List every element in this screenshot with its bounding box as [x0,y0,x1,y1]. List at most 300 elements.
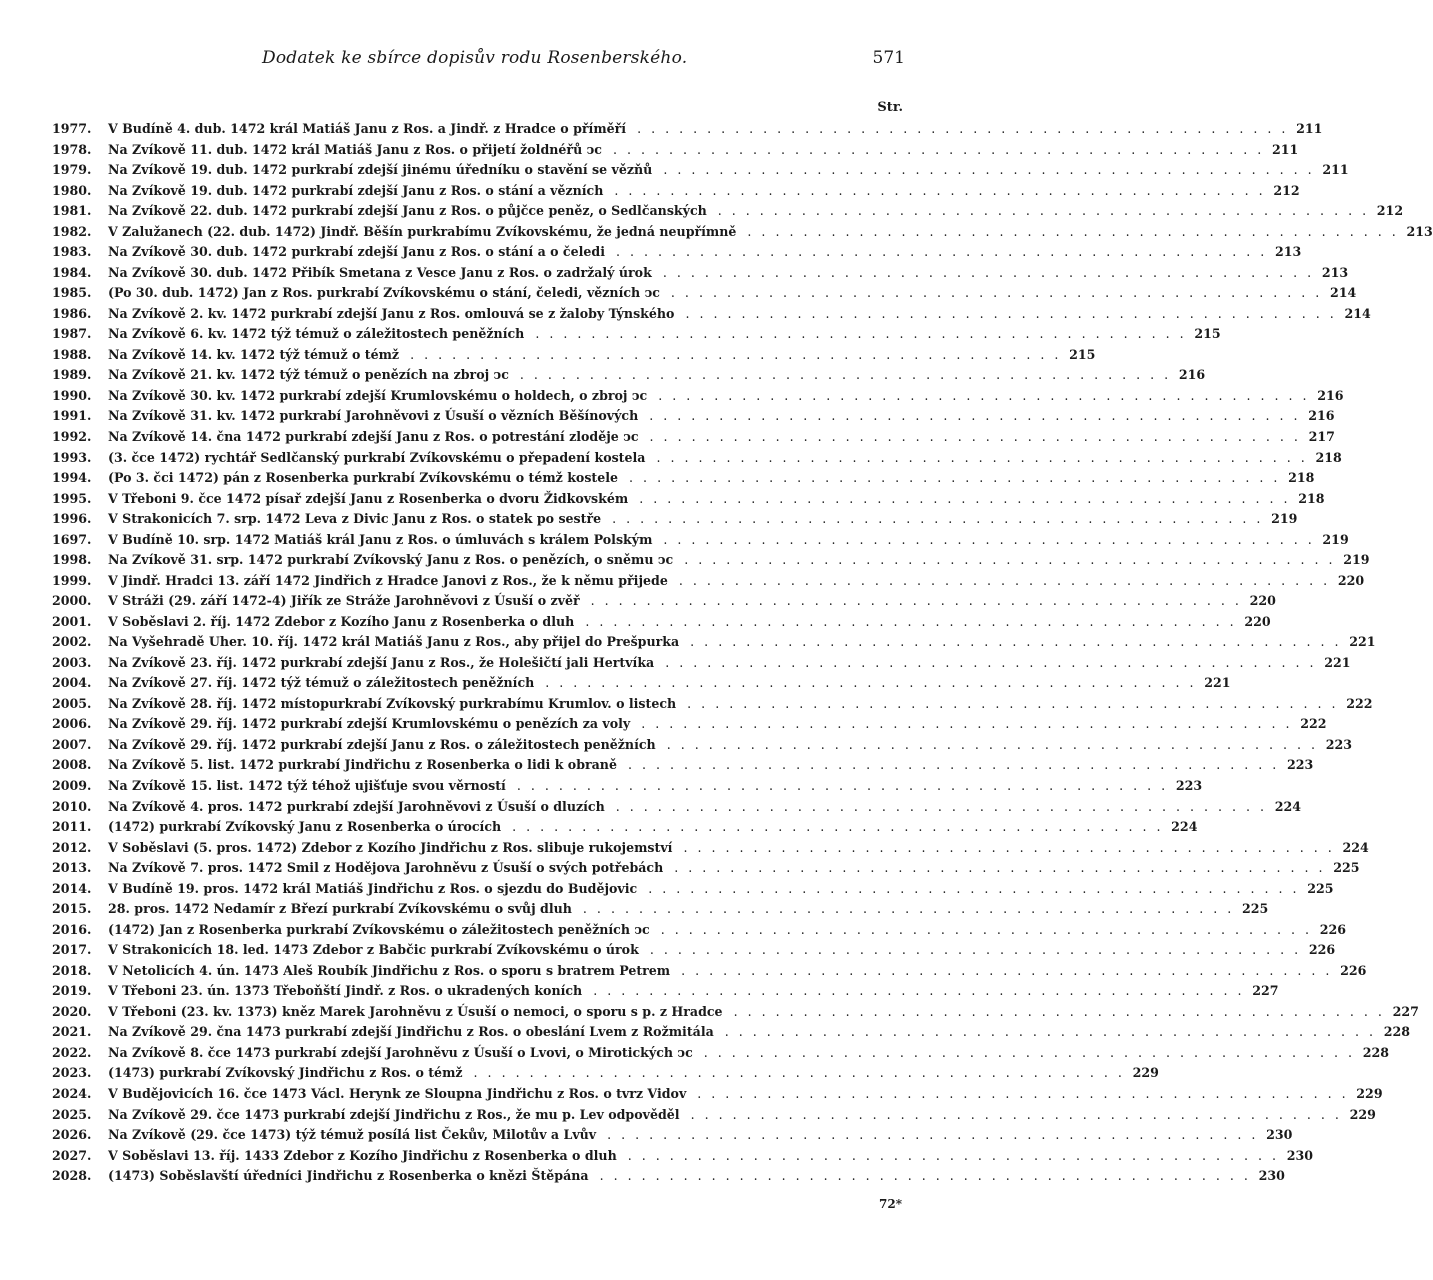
entry-text: (3. čce 1472) rychtář Sedlčanský purkrabí Zvíkovskému o přepadení kostela [108,450,649,465]
entry-description [108,879,1300,900]
list-item [52,1043,1390,1064]
entry-text: (Po 3. čci 1472) pán z Rosenberka purkrabí Zvíkovskému o témž kostele [108,470,622,485]
entry-page: 216 [1308,408,1335,424]
entry-text: (1472) purkrabí Zvíkovský Janu z Rosenberka o úrocích [108,819,505,834]
leader-dots: . . . . . . . . . . . . . . . . . . . . . . . . . . . . . . . . . . . . . . . . . . . . . . . [696,1044,1356,1060]
entry-number: 1983. [52,244,92,260]
entry-text: Na Zvíkově 30. kv. 1472 purkrabí zdejší Krumlovskému o holdech, o zbroj ↄc [108,388,651,403]
entry-number: 1999. [52,572,92,588]
list-item [52,160,1349,181]
entry-number: 1991. [52,408,92,424]
entry-number: 2021. [52,1024,92,1040]
leader-dots: . . . . . . . . . . . . . . . . . . . . . . . . . . . . . . . . . . . . . . . . . . . . . . . [683,1106,1342,1122]
leader-dots: . . . . . . . . . . . . . . . . . . . . . . . . . . . . . . . . . . . . . . . . . . . . . . . [607,182,1266,198]
leader-dots: . . . . . . . . . . . . . . . . . . . . . . . . . . . . . . . . . . . . . . . . . . . . . . . [642,428,1301,444]
entry-page: 218 [1288,470,1315,486]
entry-text: V Strakonicích 18. led. 1473 Zdebor z Babčic purkrabí Zvíkovskému o úrok [108,942,643,957]
entry-text: Na Zvíkově 29. čce 1473 purkrabí zdejší Jindřichu z Ros., že mu p. Lev odpověděl [108,1107,684,1122]
entry-page: 228 [1383,1024,1411,1040]
list-item [52,242,1302,263]
entry-number: 1697. [52,531,92,547]
entry-number: 2010. [52,798,92,814]
entry-text: Na Zvíkově (29. čce 1473) týž témuž posílá list Čekův, Milotův a Lvův [108,1127,600,1142]
entry-description [108,427,1301,448]
entry-page: 222 [1300,716,1327,732]
column-heading-page: Str. [877,100,903,115]
entry-text: Na Zvíkově 22. dub. 1472 purkrabí zdejší Janu z Ros. o půjčce peněz, o Sedlčanských [108,203,711,218]
leader-dots: . . . . . . . . . . . . . . . . . . . . . . . . . . . . . . . . . . . . . . . . . . . . . . . [674,962,1333,978]
running-title: Dodatek ke sbírce dopisův rodu Rosenberského. [262,48,688,68]
list-item [52,1084,1383,1105]
list-item [52,427,1335,448]
entry-page: 219 [1322,531,1349,547]
entry-text: V Zalužanech (22. dub. 1472) Jindř. Běšín purkrabímu Zvíkovskému, že jedná neupřímně [108,224,740,239]
entry-description [108,345,1061,366]
leader-dots: . . . . . . . . . . . . . . . . . . . . . . . . . . . . . . . . . . . . . . . . . . . . . . . [655,264,1315,280]
signature-mark: 72* [879,1197,902,1211]
entry-description [108,1084,1349,1105]
list-item [52,263,1349,284]
entry-number: 2027. [52,1147,92,1163]
leader-dots: . . . . . . . . . . . . . . . . . . . . . . . . . . . . . . . . . . . . . . . . . . . . . . . [667,860,1326,876]
list-item [52,530,1349,551]
list-item [52,345,1096,366]
entry-description [108,283,1322,304]
list-item [52,735,1353,756]
list-item [52,776,1203,797]
list-item [52,509,1298,530]
entry-text: Na Zvíkově 5. list. 1472 purkrabí Jindřichu z Rosenberka o lidi k obraně [108,757,621,772]
list-item [52,981,1279,1002]
list-item [52,940,1336,961]
list-item [52,673,1231,694]
entry-number: 2015. [52,901,92,917]
list-item [52,653,1351,674]
entry-number: 2018. [52,962,92,978]
entry-text: V Stráži (29. září 1472-4) Jiřík ze Stráže Jarohněvovi z Úsuší o zvěř [108,593,584,608]
entry-text: V Soběslavi 13. říj. 1433 Zdebor z Kozího Jindřichu z Rosenberka o dluh [108,1148,621,1163]
entry-page: 215 [1069,346,1096,362]
entry-number: 2011. [52,819,92,835]
list-item [52,899,1269,920]
list-item [52,714,1327,735]
leader-dots: . . . . . . . . . . . . . . . . . . . . . . . . . . . . . . . . . . . . . . . . . . . . . . . [605,141,1265,157]
leader-dots: . . . . . . . . . . . . . . . . . . . . . . . . . . . . . . . . . . . . . . . . . . . . . . . [403,346,1062,362]
leader-dots: . . . . . . . . . . . . . . . . . . . . . . . . . . . . . . . . . . . . . . . . . . . . . . . [726,1003,1385,1019]
entry-number: 1978. [52,141,92,157]
entry-page: 224 [1342,839,1369,855]
entry-description [108,858,1326,879]
entry-description [108,653,1317,674]
leader-dots: . . . . . . . . . . . . . . . . . . . . . . . . . . . . . . . . . . . . . . . . . . . . . . . [649,449,1308,465]
entry-page: 223 [1325,736,1353,752]
entry-number: 1981. [52,203,92,219]
leader-dots: . . . . . . . . . . . . . . . . . . . . . . . . . . . . . . . . . . . . . . . . . . . . . . . [710,203,1370,219]
entry-number: 2022. [52,1044,92,1060]
entry-description [108,119,1288,140]
entry-number: 2013. [52,860,92,876]
list-item [52,386,1344,407]
list-item [52,797,1302,818]
list-item [52,858,1360,879]
entry-description [108,1043,1355,1064]
entry-page: 227 [1252,983,1279,999]
entry-text: Na Zvíkově 19. dub. 1472 purkrabí zdejší Janu z Ros. o stání a vězních [108,183,607,198]
leader-dots: . . . . . . . . . . . . . . . . . . . . . . . . . . . . . . . . . . . . . . . . . . . . . . . [740,223,1399,239]
list-item [52,632,1376,653]
entry-page: 216 [1178,367,1206,383]
leader-dots: . . . . . . . . . . . . . . . . . . . . . . . . . . . . . . . . . . . . . . . . . . . . . . . [620,757,1280,773]
entry-description [108,673,1197,694]
leader-dots: . . . . . . . . . . . . . . . . . . . . . . . . . . . . . . . . . . . . . . . . . . . . . . . [505,819,1164,835]
entry-description [108,468,1280,489]
entry-page: 225 [1307,880,1334,896]
entry-page: 230 [1286,1147,1314,1163]
entry-description [108,160,1315,181]
list-item [52,612,1271,633]
entry-text: Na Zvíkově 30. dub. 1472 Přibík Smetana z Vesce Janu z Ros. o zadržalý úrok [108,265,656,280]
entry-description [108,509,1263,530]
leader-dots: . . . . . . . . . . . . . . . . . . . . . . . . . . . . . . . . . . . . . . . . . . . . . . . [608,798,1268,814]
entry-text: V Soběslavi (5. pros. 1472) Zdebor z Kozího Jindřichu z Ros. slibuje rukojemství [108,840,676,855]
list-item [52,1146,1314,1167]
entry-description [108,632,1341,653]
list-item [52,1022,1411,1043]
entry-page: 212 [1376,203,1404,219]
leader-dots: . . . . . . . . . . . . . . . . . . . . . . . . . . . . . . . . . . . . . . . . . . . . . . . [663,285,1323,301]
entry-number: 1986. [52,305,92,321]
entry-page: 229 [1349,1106,1376,1122]
entry-number: 1990. [52,387,92,403]
entry-page: 220 [1244,613,1271,629]
entry-page: 228 [1362,1044,1390,1060]
entry-page: 226 [1340,962,1367,978]
list-item [52,181,1300,202]
entry-number: 1982. [52,223,92,239]
list-item [52,304,1371,325]
entry-number: 2006. [52,716,92,732]
entry-description [108,1166,1251,1187]
entry-page: 211 [1271,141,1299,157]
entry-text: V Budíně 4. dub. 1472 král Matiáš Janu z Ros. a Jindř. z Hradce o příměří [108,121,630,136]
entry-description [108,1125,1258,1146]
entry-number: 2016. [52,921,92,937]
list-item [52,489,1325,510]
entry-description [108,1022,1376,1043]
list-item [52,406,1335,427]
entry-page: 213 [1406,223,1433,239]
entry-number: 1989. [52,367,92,383]
leader-dots: . . . . . . . . . . . . . . . . . . . . . . . . . . . . . . . . . . . . . . . . . . . . . . . [641,880,1300,896]
leader-dots: . . . . . . . . . . . . . . . . . . . . . . . . . . . . . . . . . . . . . . . . . . . . . . . [642,408,1301,424]
entry-description [108,1063,1125,1084]
entry-number: 2028. [52,1168,92,1184]
entry-number: 2009. [52,778,92,793]
entry-text: Na Zvíkově 7. pros. 1472 Smil z Hodějova Jarohněvu z Úsuší o svých potřebách [108,860,667,875]
entry-page: 221 [1204,675,1231,691]
entry-number: 2003. [52,654,92,670]
leader-dots: . . . . . . . . . . . . . . . . . . . . . . . . . . . . . . . . . . . . . . . . . . . . . . . [528,326,1187,342]
entry-description [108,1146,1279,1167]
entry-description [108,140,1264,161]
entry-number: 1992. [52,428,92,444]
entry-number: 1980. [52,182,92,198]
list-item [52,468,1315,489]
list-item [52,1105,1376,1126]
entry-description [108,714,1293,735]
entry-number: 2002. [52,634,92,650]
list-item [52,755,1314,776]
entry-page: 218 [1298,490,1325,506]
entry-page: 230 [1258,1168,1285,1184]
entry-description [108,981,1245,1002]
entry-number: 2001. [52,613,92,629]
entry-description [108,694,1338,715]
entry-text: Na Zvíkově 6. kv. 1472 týž témuž o záležitostech peněžních [108,326,528,341]
entry-number: 2004. [52,675,92,691]
entry-page: 213 [1321,264,1349,280]
leader-dots: . . . . . . . . . . . . . . . . . . . . . . . . . . . . . . . . . . . . . . . . . . . . . . . [538,675,1197,691]
entry-number: 1987. [52,326,92,342]
leader-dots: . . . . . . . . . . . . . . . . . . . . . . . . . . . . . . . . . . . . . . . . . . . . . . . [620,1147,1280,1163]
entry-page: 216 [1317,387,1344,403]
entry-description [108,961,1332,982]
list-item [52,1002,1419,1023]
list-item [52,571,1365,592]
list-item [52,591,1276,612]
entry-number: 1977. [52,121,92,136]
entry-number: 2014. [52,880,92,896]
leader-dots: . . . . . . . . . . . . . . . . . . . . . . . . . . . . . . . . . . . . . . . . . . . . . . . [659,736,1319,752]
entry-page: 221 [1324,654,1351,670]
leader-dots: . . . . . . . . . . . . . . . . . . . . . . . . . . . . . . . . . . . . . . . . . . . . . . . [634,716,1293,732]
entry-text: Na Zvíkově 29. říj. 1472 purkrabí zdejší Krumlovskému o penězích za voly [108,716,634,731]
leader-dots: . . . . . . . . . . . . . . . . . . . . . . . . . . . . . . . . . . . . . . . . . . . . . . . [671,572,1331,588]
page-number: 571 [872,48,905,68]
leader-dots: . . . . . . . . . . . . . . . . . . . . . . . . . . . . . . . . . . . . . . . . . . . . . . . [642,942,1302,958]
list-item [52,201,1404,222]
entry-description [108,612,1237,633]
entry-description [108,571,1330,592]
entry-page: 227 [1392,1003,1419,1019]
entry-page: 213 [1275,244,1302,260]
entry-number: 1998. [52,552,92,568]
entry-text: V Netolicích 4. ún. 1473 Aleš Roubík Jindřichu z Ros. o sporu s bratrem Petrem [108,963,674,978]
leader-dots: . . . . . . . . . . . . . . . . . . . . . . . . . . . . . . . . . . . . . . . . . . . . . . . [632,490,1291,506]
entry-text: V Třeboni 23. ún. 1373 Třeboňští Jindř. z Ros. o ukradených koních [108,983,586,998]
entry-text: Na Zvíkově 15. list. 1472 týž téhož ujišťuje svou věrností [108,778,510,793]
list-item [52,838,1369,859]
entry-description [108,242,1267,263]
entry-description [108,797,1267,818]
entry-text: Na Vyšehradě Uher. 10. říj. 1472 král Matiáš Janu z Ros., aby přijel do Prešpurka [108,634,683,649]
entry-description [108,222,1399,243]
entry-text: Na Zvíkově 30. dub. 1472 purkrabí zdejší Janu z Ros. o stání a o čeledi [108,244,609,259]
entry-description [108,550,1336,571]
entry-page: 220 [1249,593,1276,609]
leader-dots: . . . . . . . . . . . . . . . . . . . . . . . . . . . . . . . . . . . . . . . . . . . . . . . [651,387,1310,403]
entry-text: Na Zvíkově 8. čce 1473 purkrabí zdejší Jarohněvu z Úsuší o Lvovi, o Mirotických ↄc [108,1045,697,1060]
entry-description [108,899,1234,920]
entry-number: 1993. [52,449,92,465]
entry-description [108,530,1315,551]
entry-page: 223 [1175,778,1203,793]
entry-text: V Budějovicích 16. čce 1473 Václ. Herynk ze Sloupna Jindřichu z Ros. o tvrz Vidov [108,1086,690,1101]
entry-page: 214 [1329,285,1357,301]
entry-page: 225 [1241,901,1269,917]
entry-number: 2005. [52,695,92,711]
list-item [52,550,1370,571]
entry-page: 211 [1296,121,1323,136]
entry-page: 223 [1287,757,1314,773]
list-item [52,879,1334,900]
entry-page: 215 [1194,326,1221,342]
entry-page: 218 [1315,449,1342,465]
leader-dots: . . . . . . . . . . . . . . . . . . . . . . . . . . . . . . . . . . . . . . . . . . . . . . . [575,901,1235,917]
entry-number: 2007. [52,736,92,752]
entry-description [108,776,1168,797]
entry-number: 2024. [52,1085,92,1101]
entry-description [108,406,1301,427]
entry-text: Na Zvíkově 28. říj. 1472 místopurkrabí Zvíkovský purkrabímu Krumlov. o listech [108,696,680,711]
entry-text: Na Zvíkově 29. říj. 1472 purkrabí zdejší Janu z Ros. o záležitostech peněžních [108,737,660,752]
leader-dots: . . . . . . . . . . . . . . . . . . . . . . . . . . . . . . . . . . . . . . . . . . . . . . . [677,552,1336,568]
entry-number: 2025. [52,1106,92,1122]
entry-number: 1979. [52,162,92,178]
entry-text: V Budíně 10. srp. 1472 Matiáš král Janu z Ros. o úmluvách s králem Polským [108,532,656,547]
entry-text: V Třeboni 9. čce 1472 písař zdejší Janu z Rosenberka o dvoru Židkovském [108,491,632,506]
leader-dots: . . . . . . . . . . . . . . . . . . . . . . . . . . . . . . . . . . . . . . . . . . . . . . . [683,634,1342,650]
entry-text: Na Zvíkově 4. pros. 1472 purkrabí zdejší Jarohněvovi z Úsuší o dluzích [108,799,609,814]
leader-dots: . . . . . . . . . . . . . . . . . . . . . . . . . . . . . . . . . . . . . . . . . . . . . . . [609,244,1268,260]
entry-description [108,1105,1342,1126]
entry-text: V Soběslavi 2. říj. 1472 Zdebor z Kozího Janu z Rosenberka o dluh [108,614,578,629]
list-item [52,222,1433,243]
entry-text: Na Zvíkově 19. dub. 1472 purkrabí zdejší jinému úředníku o stavění se vězňů [108,162,656,177]
list-item [52,283,1357,304]
entry-number: 2026. [52,1127,92,1143]
entry-text: Na Zvíkově 29. čna 1473 purkrabí zdejší Jindřichu z Ros. o obeslání Lvem z Rožmitála [108,1024,718,1039]
entry-page: 229 [1132,1065,1159,1081]
entry-description [108,817,1163,838]
entry-page: 212 [1273,182,1300,198]
entry-text: Na Zvíkově 2. kv. 1472 purkrabí zdejší Janu z Ros. omlouvá se z žaloby Týnského [108,306,678,321]
entry-number: 2023. [52,1065,92,1081]
entry-description [108,735,1318,756]
leader-dots: . . . . . . . . . . . . . . . . . . . . . . . . . . . . . . . . . . . . . . . . . . . . . . . [578,613,1237,629]
entry-description [108,920,1312,941]
entry-text: V Jindř. Hradci 13. září 1472 Jindřich z Hradce Janovi z Ros., že k němu přijede [108,573,672,588]
entry-number: 2008. [52,757,92,773]
leader-dots: . . . . . . . . . . . . . . . . . . . . . . . . . . . . . . . . . . . . . . . . . . . . . . . [656,162,1315,178]
entry-description [108,591,1242,612]
entry-number: 1994. [52,470,92,486]
entry-page: 222 [1346,695,1373,711]
leader-dots: . . . . . . . . . . . . . . . . . . . . . . . . . . . . . . . . . . . . . . . . . . . . . . . [630,121,1289,136]
list-item [52,448,1342,469]
entry-number: 2000. [52,593,92,609]
leader-dots: . . . . . . . . . . . . . . . . . . . . . . . . . . . . . . . . . . . . . . . . . . . . . . . [656,531,1315,547]
entry-number: 2019. [52,983,92,999]
list-item [52,119,1323,140]
entry-description [108,304,1337,325]
leader-dots: . . . . . . . . . . . . . . . . . . . . . . . . . . . . . . . . . . . . . . . . . . . . . . . [586,983,1245,999]
leader-dots: . . . . . . . . . . . . . . . . . . . . . . . . . . . . . . . . . . . . . . . . . . . . . . . [600,1127,1259,1143]
entry-description [108,365,1171,386]
list-item [52,694,1373,715]
leader-dots: . . . . . . . . . . . . . . . . . . . . . . . . . . . . . . . . . . . . . . . . . . . . . . . [622,470,1281,486]
list-item [52,920,1347,941]
list-item [52,1063,1159,1084]
entry-number: 2012. [52,839,92,855]
entry-page: 224 [1274,798,1302,814]
leader-dots: . . . . . . . . . . . . . . . . . . . . . . . . . . . . . . . . . . . . . . . . . . . . . . . [512,367,1172,383]
entry-page: 225 [1333,860,1360,876]
entry-description [108,263,1314,284]
entry-page: 219 [1271,511,1298,527]
entry-number: 2020. [52,1003,92,1019]
leader-dots: . . . . . . . . . . . . . . . . . . . . . . . . . . . . . . . . . . . . . . . . . . . . . . . [466,1065,1125,1081]
leader-dots: . . . . . . . . . . . . . . . . . . . . . . . . . . . . . . . . . . . . . . . . . . . . . . . [690,1085,1349,1101]
entry-description [108,448,1308,469]
leader-dots: . . . . . . . . . . . . . . . . . . . . . . . . . . . . . . . . . . . . . . . . . . . . . . . [583,593,1242,609]
leader-dots: . . . . . . . . . . . . . . . . . . . . . . . . . . . . . . . . . . . . . . . . . . . . . . . [509,778,1169,793]
leader-dots: . . . . . . . . . . . . . . . . . . . . . . . . . . . . . . . . . . . . . . . . . . . . . . . [680,695,1339,711]
list-item [52,1125,1293,1146]
entry-number: 1984. [52,264,92,280]
entry-description [108,838,1335,859]
list-item [52,324,1221,345]
leader-dots: . . . . . . . . . . . . . . . . . . . . . . . . . . . . . . . . . . . . . . . . . . . . . . . [678,305,1337,321]
entry-text: Na Zvíkově 11. dub. 1472 král Matiáš Janu z Ros. o přijetí žoldnéřů ↄc [108,142,606,157]
entry-text: V Strakonicích 7. srp. 1472 Leva z Divic Janu z Ros. o statek po sestře [108,511,605,526]
leader-dots: . . . . . . . . . . . . . . . . . . . . . . . . . . . . . . . . . . . . . . . . . . . . . . . [605,511,1264,527]
entry-description [108,755,1279,776]
leader-dots: . . . . . . . . . . . . . . . . . . . . . . . . . . . . . . . . . . . . . . . . . . . . . . . [717,1024,1377,1040]
entry-text: Na Zvíkově 21. kv. 1472 týž témuž o penězích na zbroj ↄc [108,367,513,382]
leader-dots: . . . . . . . . . . . . . . . . . . . . . . . . . . . . . . . . . . . . . . . . . . . . . . . [592,1168,1251,1184]
entry-number: 1996. [52,511,92,527]
entry-description [108,1002,1385,1023]
entry-number: 1995. [52,490,92,506]
entry-text: (1473) purkrabí Zvíkovský Jindřichu z Ros. o témž [108,1065,467,1080]
entry-description [108,324,1187,345]
entry-text: (Po 30. dub. 1472) Jan z Ros. purkrabí Zvíkovskému o stání, čeledi, vězních ↄc [108,285,664,300]
entry-description [108,386,1310,407]
entry-text: Na Zvíkově 14. kv. 1472 týž témuž o témž [108,347,403,362]
list-item [52,817,1198,838]
entry-text: Na Zvíkově 23. říj. 1472 purkrabí zdejší Janu z Ros., že Holešičtí jali Hertvíka [108,655,658,670]
entry-text: Na Zvíkově 31. kv. 1472 purkrabí Jarohněvovi z Úsuší o vězních Běšínových [108,408,642,423]
entry-page: 229 [1356,1085,1383,1101]
entry-number: 1985. [52,285,92,301]
page-header [0,48,960,78]
leader-dots: . . . . . . . . . . . . . . . . . . . . . . . . . . . . . . . . . . . . . . . . . . . . . . . [653,921,1313,937]
entry-page: 217 [1308,428,1335,444]
entry-page: 226 [1308,942,1336,958]
entry-text: 28. pros. 1472 Nedamír z Březí purkrabí Zvíkovskému o svůj dluh [108,901,576,916]
entry-page: 214 [1344,305,1371,321]
entry-page: 226 [1319,921,1347,937]
leader-dots: . . . . . . . . . . . . . . . . . . . . . . . . . . . . . . . . . . . . . . . . . . . . . . . [676,839,1335,855]
list-item [52,140,1299,161]
entry-page: 224 [1171,819,1198,835]
list-item [52,961,1367,982]
entry-text: (1473) Soběslavští úředníci Jindřichu z Rosenberka o knězi Štěpána [108,1168,593,1183]
entry-list [52,119,1433,1187]
entry-page: 219 [1343,552,1370,568]
entry-description [108,489,1291,510]
